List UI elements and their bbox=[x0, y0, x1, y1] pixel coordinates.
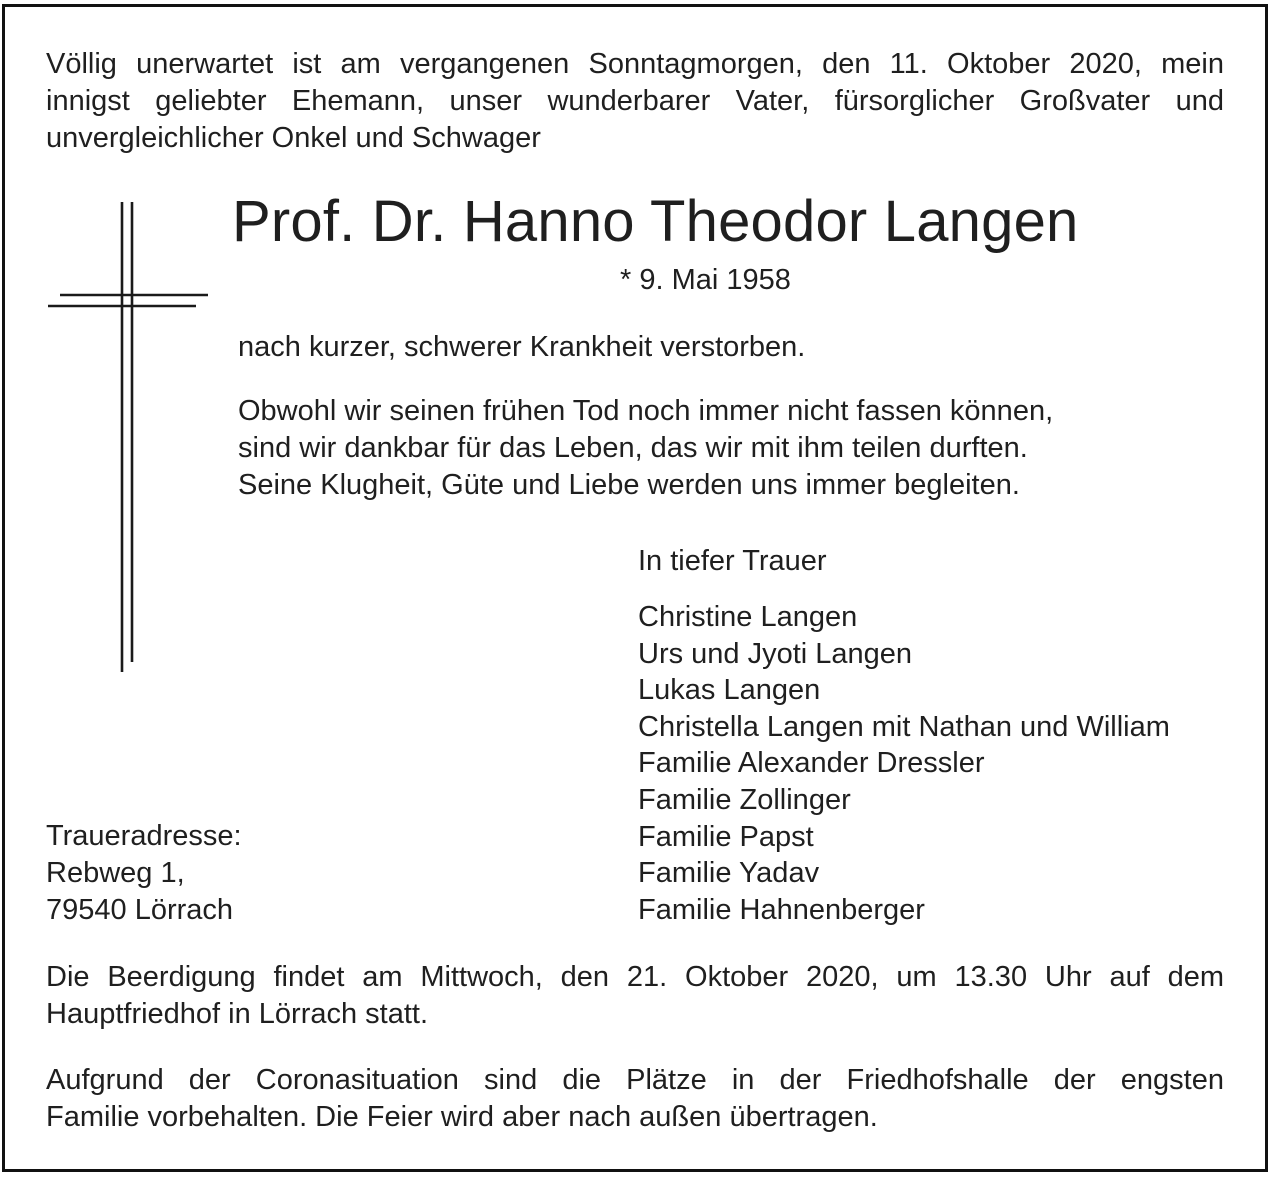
intro-paragraph bbox=[46, 46, 1224, 157]
mourner-item: Familie Yadav bbox=[638, 857, 820, 890]
mourner-item: Familie Alexander Dressler bbox=[638, 747, 985, 780]
mourner-item: Lukas Langen bbox=[638, 674, 821, 707]
cause-of-death: nach kurzer, schwerer Krankheit verstorben. bbox=[238, 331, 806, 363]
deceased-name: Prof. Dr. Hanno Theodor Langen bbox=[232, 189, 1079, 254]
mourners-list bbox=[638, 599, 1170, 928]
mourner-item: Familie Papst bbox=[638, 820, 814, 853]
address-city: 79540 Lörrach bbox=[46, 894, 234, 926]
address-label: Traueradresse: bbox=[46, 820, 242, 852]
address-street: Rebweg 1, bbox=[46, 857, 185, 889]
cross-icon bbox=[46, 202, 210, 672]
intro-line-1: Völlig unerwartet ist am vergangenen Sonntagmorgen, den 11. Oktober 2020, mein bbox=[46, 48, 1224, 80]
tribute-line-3: Seine Klugheit, Güte und Liebe werden uns immer begleiten. bbox=[238, 469, 1020, 501]
tribute-paragraph bbox=[238, 393, 1053, 504]
funeral-line-1: Die Beerdigung findet am Mittwoch, den 21. Oktober 2020, um 13.30 Uhr auf dem bbox=[46, 961, 1224, 993]
notice-line-2: Familie vorbehalten. Die Feier wird aber nach außen übertragen. bbox=[46, 1101, 878, 1133]
funeral-line-2: Hauptfriedhof in Lörrach statt. bbox=[46, 998, 429, 1030]
intro-line-3: unvergleichlicher Onkel und Schwager bbox=[46, 122, 541, 154]
mourner-item: Christine Langen bbox=[638, 601, 858, 633]
birth-date: * 9. Mai 1958 bbox=[620, 264, 791, 296]
mourner-item: Urs und Jyoti Langen bbox=[638, 637, 913, 670]
notice-line-1: Aufgrund der Coronasituation sind die Plätze in der Friedhofshalle der engsten bbox=[46, 1064, 1224, 1096]
mourner-item: Familie Zollinger bbox=[638, 783, 851, 816]
funeral-paragraph bbox=[46, 959, 1224, 1033]
tribute-line-2: sind wir dankbar für das Leben, das wir mit ihm teilen durften. bbox=[238, 432, 1028, 464]
corona-notice-paragraph bbox=[46, 1062, 1224, 1136]
mourner-item: Christella Langen mit Nathan und William bbox=[638, 710, 1170, 743]
mourner-item: Familie Hahnenberger bbox=[638, 893, 925, 926]
intro-line-2: innigst geliebter Ehemann, unser wunderbarer Vater, fürsorglicher Großvater und bbox=[46, 85, 1224, 117]
mourning-heading: In tiefer Trauer bbox=[638, 545, 827, 577]
tribute-line-1: Obwohl wir seinen frühen Tod noch immer nicht fassen können, bbox=[238, 395, 1054, 427]
mourning-address bbox=[46, 818, 242, 929]
